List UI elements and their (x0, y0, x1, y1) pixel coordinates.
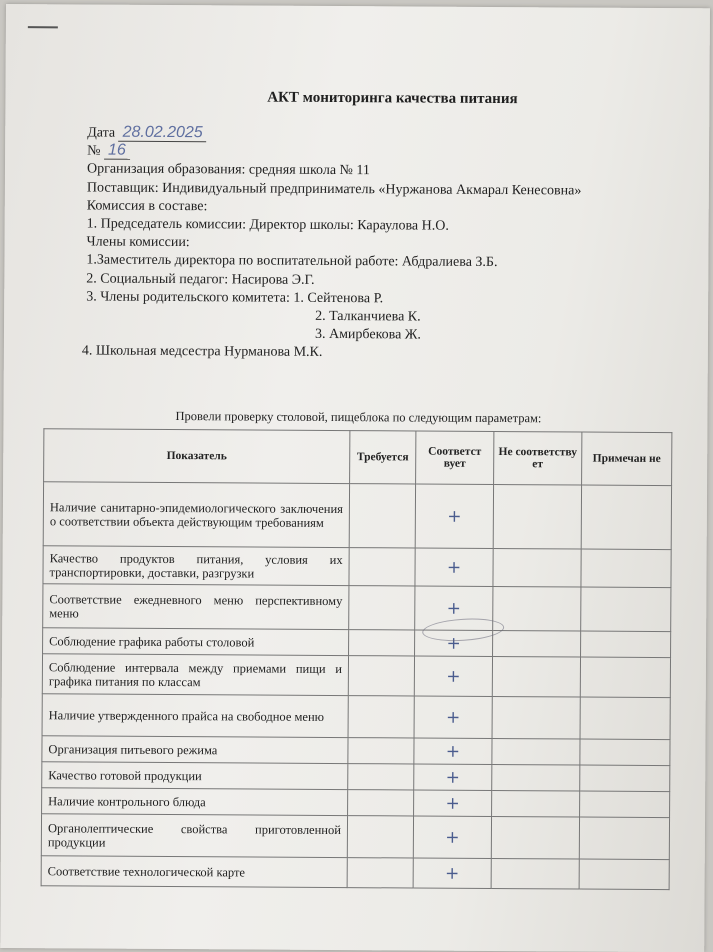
row-note (581, 549, 671, 588)
document-page (0, 4, 710, 952)
member-1: 1.Заместитель директора по воспитательной работе: Абдралиева З.Б. (86, 252, 498, 271)
row-not-complies (493, 484, 581, 549)
row-not-complies (492, 764, 580, 791)
table-row (43, 482, 671, 550)
row-mark: + (415, 630, 493, 656)
number-label: № (87, 143, 101, 159)
row-name: Качество продуктов питания, условия их транспортировки, доставки, разгрузки (43, 546, 349, 586)
member-3c: 3. Амирбекова Ж. (314, 327, 421, 343)
row-note (580, 697, 670, 740)
row-mark: + (414, 656, 492, 696)
row-note (581, 485, 671, 550)
table-row (41, 814, 669, 860)
row-mark: + (415, 548, 493, 586)
row-not-complies (493, 586, 581, 631)
header-complies: Соответст вует (416, 431, 494, 484)
date-value: 28.02.2025 (119, 125, 207, 143)
date-label: Дата (87, 125, 116, 141)
row-not-complies (493, 548, 581, 587)
table-row (41, 856, 669, 890)
row-required (347, 816, 413, 858)
row-mark: + (415, 586, 493, 630)
row-required (348, 696, 414, 738)
row-not-complies (492, 696, 580, 739)
row-mark: + (414, 738, 492, 764)
row-not-complies (492, 738, 580, 765)
header-indicator: Показатель (44, 429, 350, 484)
table-row (42, 694, 670, 740)
row-name: Соблюдение графика работы столовой (43, 628, 349, 656)
table-row (43, 584, 671, 632)
header-not-complies: Не соответству ет (494, 431, 582, 485)
row-mark: + (414, 696, 492, 738)
row-required (349, 586, 415, 630)
document-title: АКТ мониторинга качества питания (267, 89, 518, 108)
row-not-complies (493, 630, 581, 657)
table-row (42, 788, 670, 818)
row-name: Наличие санитарно-эпидемиологического заключения о соответствии объекта действующим требованиям (43, 482, 349, 548)
table-row (43, 628, 671, 658)
row-note (581, 631, 671, 658)
row-required (347, 858, 413, 888)
row-mark: + (413, 858, 491, 888)
commission-intro: Комиссия в составе: (86, 198, 208, 215)
row-name: Соответствие технологической карте (41, 856, 347, 888)
row-name: Организация питьевого режима (42, 736, 348, 764)
row-not-complies (492, 656, 580, 697)
row-not-complies (491, 816, 579, 859)
row-not-complies (492, 790, 580, 817)
row-name: Наличие контрольного блюда (42, 788, 348, 816)
row-required (348, 738, 414, 764)
row-not-complies (491, 858, 579, 889)
date-line (87, 124, 582, 145)
table-row (43, 546, 671, 588)
row-required (349, 484, 415, 548)
row-name: Качество готовой продукции (42, 762, 348, 790)
header-note: Примечан не (582, 432, 672, 486)
row-note (580, 657, 670, 698)
monitoring-table (41, 428, 673, 890)
row-required (348, 764, 414, 790)
member-3b: 2. Талканчиева К. (315, 308, 421, 325)
row-note (579, 859, 669, 890)
row-mark: + (414, 790, 492, 816)
member-4: 4. Школьная медсестра Нурманова М.К. (81, 343, 323, 361)
header-info (81, 123, 582, 364)
table-row (42, 736, 670, 766)
top-mark (28, 26, 58, 28)
row-mark: + (415, 484, 493, 548)
row-note (579, 817, 669, 860)
row-note (580, 739, 670, 766)
row-mark: + (413, 816, 491, 858)
row-required (348, 790, 414, 816)
row-required (349, 630, 415, 656)
organization-line: Организация образования: средняя школа № 11 (86, 161, 370, 179)
header-required: Требуется (350, 431, 416, 484)
row-name: Соответствие ежедневного меню перспективному меню (43, 584, 349, 630)
row-name: Органолептические свойства приготовленной продукции (41, 814, 347, 858)
row-note (580, 765, 670, 792)
table-caption: Провели проверку столовой, пищеблока по следующим параметрам: (175, 409, 542, 426)
row-name: Соблюдение интервала между приемами пищи и графика питания по классам (42, 654, 348, 696)
table-row (42, 762, 670, 792)
number-value: 16 (104, 143, 130, 160)
member-3: 3. Члены родительского комитета: 1. Сейтенова Р. (86, 289, 384, 307)
supplier-line: Поставщик: Индивидуальный предприниматель «Нуржанова Акмарал Кенесовна» (86, 180, 582, 199)
row-note (580, 791, 670, 818)
members-label: Члены комиссии: (86, 234, 190, 251)
table-header-row (44, 429, 672, 486)
row-name: Наличие утвержденного прайса на свободное меню (42, 694, 348, 738)
chairman-line: 1. Председатель комиссии: Директор школы: Караулова Н.О. (86, 216, 449, 234)
row-mark: + (414, 764, 492, 790)
row-note (581, 587, 671, 632)
row-required (349, 548, 415, 586)
table-row (42, 654, 670, 698)
member-2: 2. Социальный педагог: Насирова Э.Г. (86, 271, 315, 288)
row-required (348, 656, 414, 696)
